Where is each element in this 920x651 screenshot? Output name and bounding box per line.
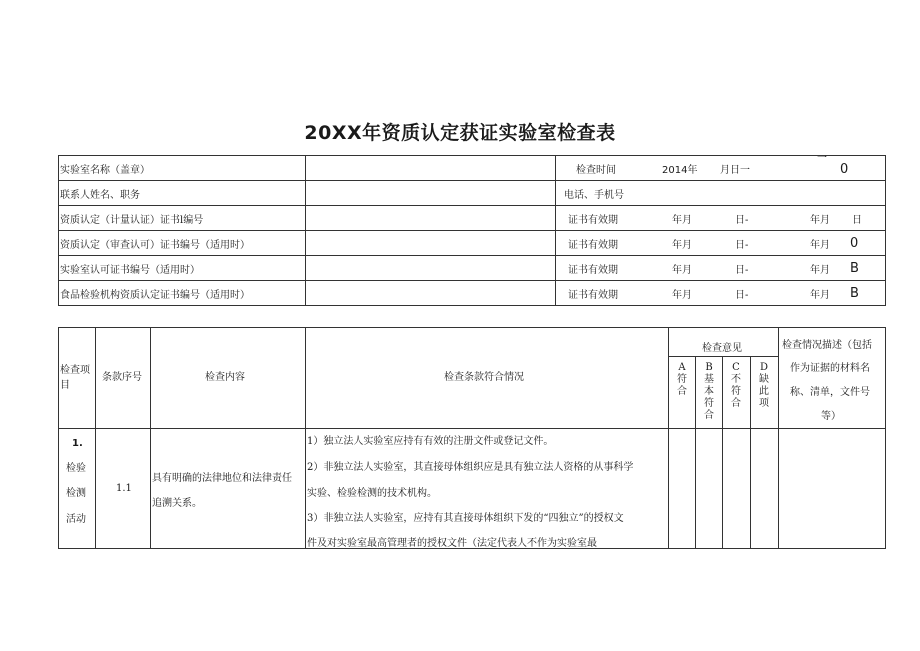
header-desc-2: 作为证据的材料名 <box>790 363 870 374</box>
contact-label: 联系人姓名、职务 <box>60 190 140 201</box>
compliance-line-4: 3）非独立法人实验室，应持有其直接母体组织下发的“四独立”的授权文 <box>307 513 624 524</box>
compliance-line-1: 1）独立法人实验室应持有有效的注册文件或登记文件。 <box>307 436 554 447</box>
validity-to-year-month: 年月 <box>810 240 830 251</box>
food-cert-label: 食品检验机构资质认定证书编号（适用时） <box>60 290 250 301</box>
check-time-label: 检查时间 <box>576 165 616 176</box>
validity-to-day: B <box>850 286 859 301</box>
header-desc-4: 等） <box>821 411 841 422</box>
cert-validity-label: 证书有效期 <box>568 215 618 226</box>
cma-cert-label: 资质认定（计量认证）证书l编号 <box>60 215 204 226</box>
compliance-line-3: 实验、检验检测的技术机构。 <box>307 488 437 499</box>
validity-from-day: 日- <box>735 240 749 251</box>
check-date-dash: 一 <box>817 153 827 164</box>
cal-cert-label: 资质认定（审查认可）证书编号（适用时） <box>60 240 250 251</box>
header-opinion-c: C不符合 <box>731 362 741 409</box>
validity-to-year-month: 年月 <box>810 215 830 226</box>
cert-validity-label: 证书有效期 <box>568 290 618 301</box>
validity-from-day: 日- <box>735 290 749 301</box>
validity-from-year-month: 年月 <box>672 290 692 301</box>
lab-name-label: 实验室名称（盖章） <box>60 165 150 176</box>
header-opinion-d: D缺此项 <box>759 362 769 409</box>
header-opinion-b: B基本符合 <box>704 362 714 421</box>
header-opinion-a: A符合 <box>677 362 687 397</box>
validity-from-day: 日- <box>735 265 749 276</box>
validity-to-year-month: 年月 <box>810 290 830 301</box>
compliance-line-5: 件及对实验室最高管理者的授权文件（法定代表人不作为实验室最 <box>307 538 597 549</box>
header-opinion: 检查意见 <box>702 343 742 354</box>
item-name-3: 活动 <box>66 514 86 525</box>
validity-to-day: B <box>850 261 859 276</box>
validity-from-year-month: 年月 <box>672 215 692 226</box>
validity-to-year-month: 年月 <box>810 265 830 276</box>
validity-from-year-month: 年月 <box>672 240 692 251</box>
item-number: 1. <box>72 438 83 449</box>
item-name-1: 检验 <box>66 463 86 474</box>
header-item-2: 目 <box>60 380 70 391</box>
page-title: 20XX年资质认定获证实验室检查表 <box>304 122 616 144</box>
header-clause: 条款序号 <box>102 372 142 383</box>
content-line-1: 具有明确的法律地位和法律责任 <box>152 473 292 484</box>
phone-label: 电话、手机号 <box>564 190 624 201</box>
header-desc-3: 称、清单，文件号 <box>790 387 870 398</box>
content-line-2: 追溯关系。 <box>152 498 202 509</box>
validity-to-day: 日 <box>852 215 862 226</box>
compliance-line-2: 2）非独立法人实验室，其直接母体组织应是具有独立法人资格的从事科学 <box>307 462 634 473</box>
clause-number: 1.1 <box>116 483 132 494</box>
header-compliance: 检查条款符合情况 <box>444 372 524 383</box>
item-name-2: 检测 <box>66 488 86 499</box>
check-date-year: 2014年 <box>662 165 698 176</box>
cert-validity-label: 证书有效期 <box>568 265 618 276</box>
cert-validity-label: 证书有效期 <box>568 240 618 251</box>
header-item: 检查项 <box>60 365 90 376</box>
cnas-cert-label: 实验室认可证书编号（适用时） <box>60 265 200 276</box>
header-desc-1: 检查情况描述（包括 <box>782 340 872 351</box>
header-content: 检查内容 <box>205 372 245 383</box>
check-date-end: 0 <box>840 162 849 177</box>
validity-to-day: 0 <box>850 236 859 251</box>
validity-from-year-month: 年月 <box>672 265 692 276</box>
check-date-month: 月日一 <box>720 165 750 176</box>
validity-from-day: 日- <box>735 215 749 226</box>
